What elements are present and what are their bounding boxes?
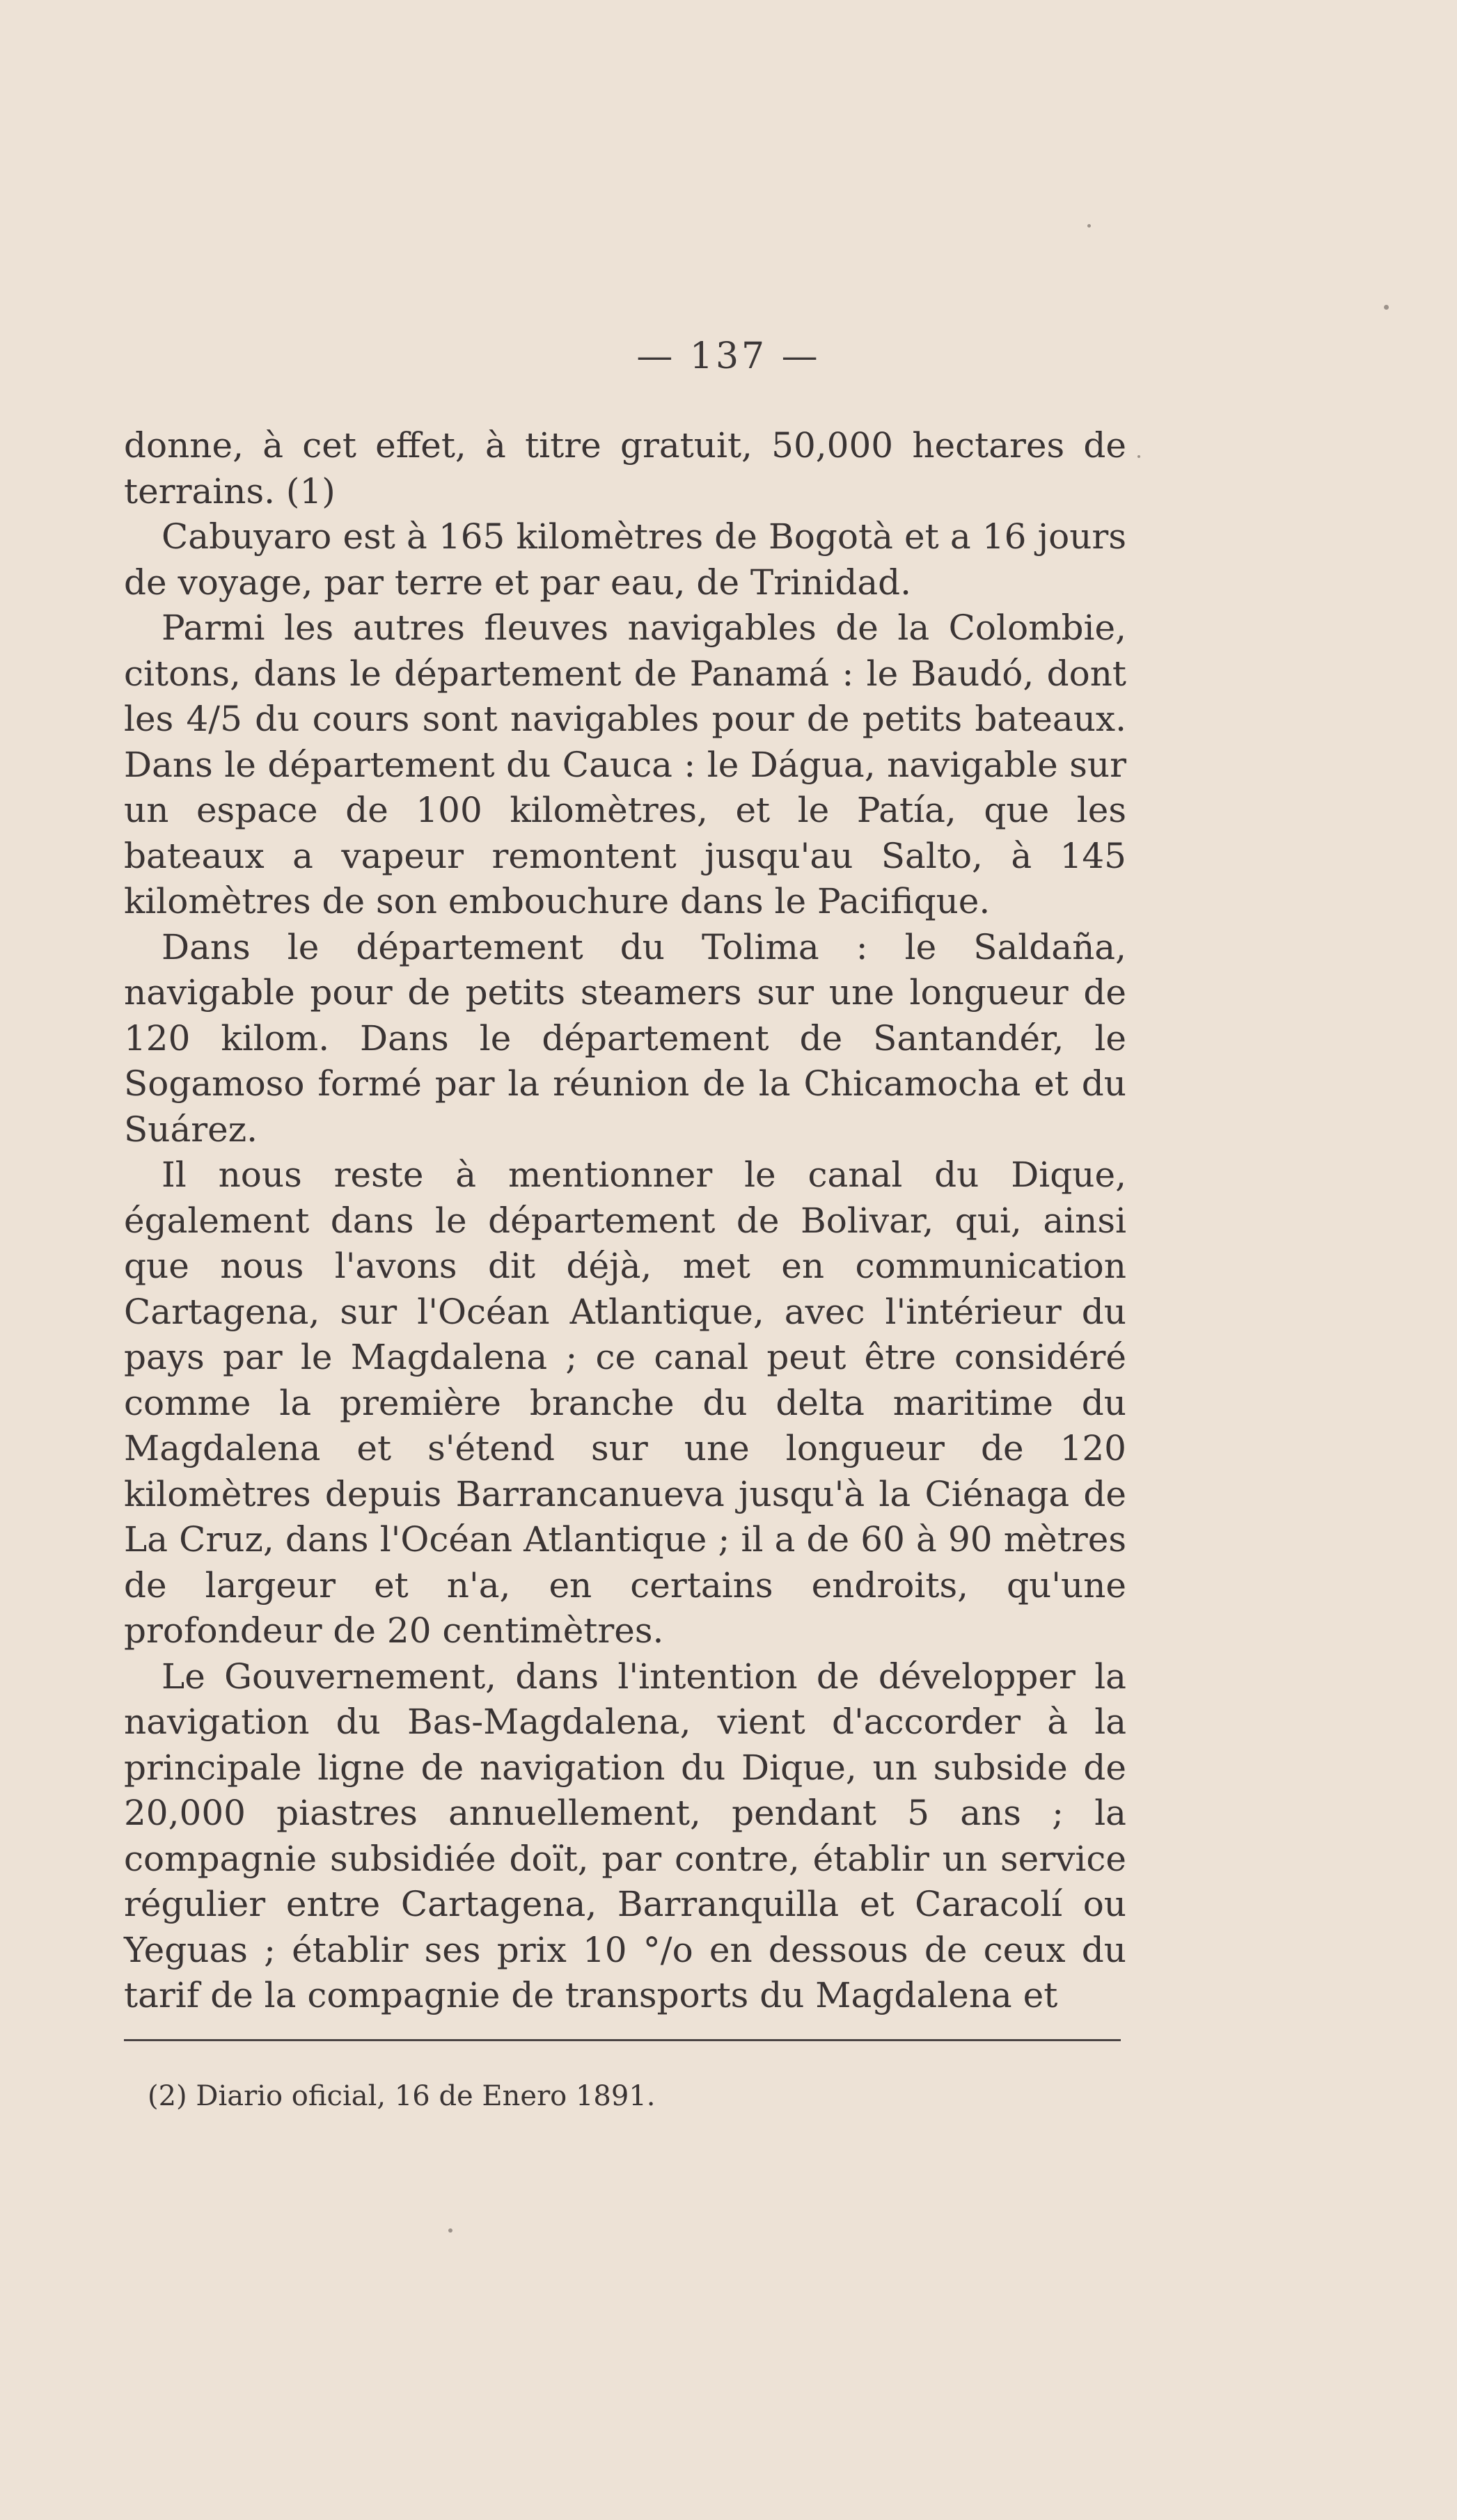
paper-speck bbox=[1384, 305, 1389, 310]
paragraph-6: Le Gouvernement, dans l'intention de développer la navigation du Bas-Magdalena, vient d'accorder à la principale ligne de navigation du Dique, un subside de 20,000 piastres annuellement, pendant 5 ans ; la compagnie subsidiée doït, par contre, établir un service régulier entre Cartagena, Barranquilla et Caracolí ou Yeguas ; établir ses prix 10 °/o en dessous de ceux du tarif de la compagnie de transports du Magdalena et bbox=[124, 1656, 1126, 2015]
paragraph-4: Dans le département du Tolima : le Saldaña, navigable pour de petits steamers sur une longueur de 120 kilom. Dans le département de Santandér, le Sogamoso formé par la réunion de la Chicamocha et du Suárez. bbox=[124, 926, 1126, 1150]
body-text bbox=[124, 423, 1126, 2019]
paper-speck bbox=[448, 2228, 452, 2233]
paper-speck bbox=[1137, 455, 1140, 458]
footnote-divider bbox=[124, 2039, 1121, 2041]
paper-speck bbox=[1087, 224, 1091, 228]
paragraph-2: Cabuyaro est à 165 kilomètres de Bogotà et a 16 jours de voyage, par terre et par eau, de Trinidad. bbox=[124, 516, 1126, 603]
page-number: — 137 — bbox=[636, 335, 821, 377]
footnote: (2) Diario oficial, 16 de Enero 1891. bbox=[148, 2080, 656, 2112]
paragraph-5: Il nous reste à mentionner le canal du Dique, également dans le département de Bolivar, qui, ainsi que nous l'avons dit déjà, met en communication Cartagena, sur l'Océan Atlantique, avec l'intérieur du pays par le Magdalena ; ce canal peut être considéré comme la première branche du delta maritime du Magdalena et s'étend sur une longueur de 120 kilomètres depuis Barrancanueva jusqu'à la Ciénaga de La Cruz, dans l'Océan Atlantique ; il a de 60 à 90 mètres de largeur et n'a, en certains endroits, qu'une profondeur de 20 centimètres. bbox=[124, 1155, 1126, 1651]
paragraph-1: donne, à cet effet, à titre gratuit, 50,000 hectares de terrains. (1) bbox=[124, 425, 1126, 512]
paragraph-3: Parmi les autres fleuves navigables de la Colombie, citons, dans le département de Panamá : le Baudó, dont les 4/5 du cours sont navigables pour de petits bateaux. Dans le département du Cauca : le Dágua, navigable sur un espace de 100 kilomètres, et le Patía, que les bateaux a vapeur remontent jusqu'au Salto, à 145 kilomètres de son embouchure dans le Pacifique. bbox=[124, 608, 1126, 921]
